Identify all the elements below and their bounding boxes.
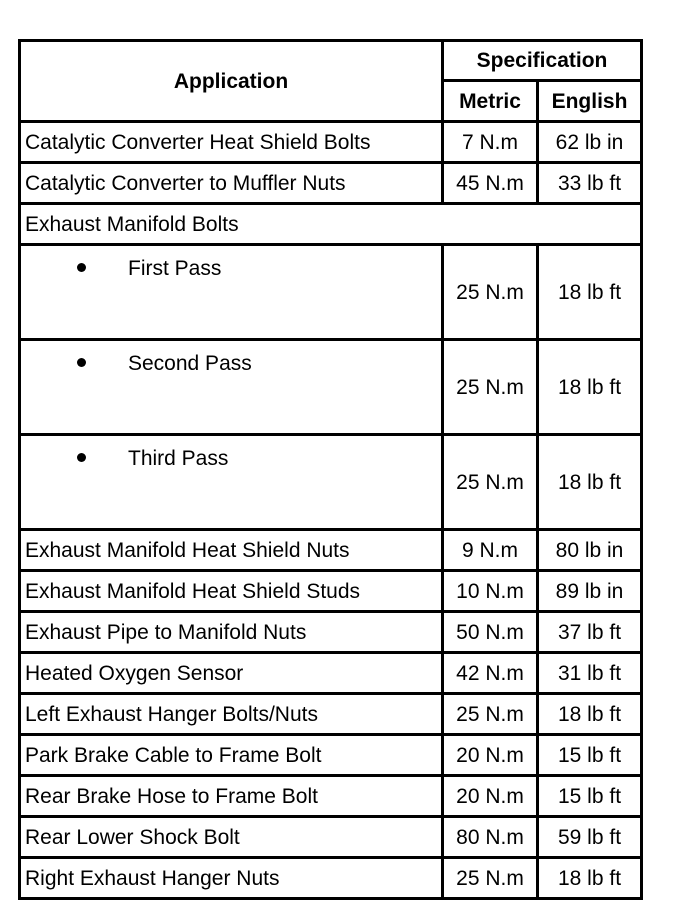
table-row-pass: [20, 435, 642, 530]
application-cell: Left Exhaust Hanger Bolts/Nuts: [20, 694, 443, 735]
metric-cell: 80 N.m: [443, 817, 538, 858]
english-cell: 59 lb ft: [538, 817, 642, 858]
table-row: [20, 735, 642, 776]
table-row: [20, 163, 642, 204]
metric-cell: 10 N.m: [443, 571, 538, 612]
english-cell: 18 lb ft: [538, 435, 642, 530]
table-row: [20, 694, 642, 735]
english-cell: 33 lb ft: [538, 163, 642, 204]
metric-cell: 25 N.m: [443, 340, 538, 435]
metric-cell: 9 N.m: [443, 530, 538, 571]
bullet-icon: [77, 453, 86, 462]
metric-cell: 50 N.m: [443, 612, 538, 653]
table-row-pass: [20, 245, 642, 340]
metric-header: Metric: [443, 81, 538, 122]
pass-label: First Pass: [128, 257, 222, 280]
application-cell: Rear Lower Shock Bolt: [20, 817, 443, 858]
english-cell: 31 lb ft: [538, 653, 642, 694]
metric-cell: 20 N.m: [443, 776, 538, 817]
specification-header: Specification: [443, 41, 642, 81]
pass-label: Second Pass: [128, 352, 252, 375]
table-row: [20, 817, 642, 858]
english-cell: 37 lb ft: [538, 612, 642, 653]
application-cell: Exhaust Manifold Heat Shield Nuts: [20, 530, 443, 571]
application-group-cell: Exhaust Manifold Bolts: [20, 204, 642, 245]
application-cell: [20, 435, 443, 530]
table-row: [20, 122, 642, 163]
table-row: [20, 776, 642, 817]
english-cell: 89 lb in: [538, 571, 642, 612]
application-cell: Exhaust Manifold Heat Shield Studs: [20, 571, 443, 612]
application-cell: [20, 340, 443, 435]
english-cell: 80 lb in: [538, 530, 642, 571]
torque-specification-table: [18, 39, 643, 900]
metric-cell: 45 N.m: [443, 163, 538, 204]
english-cell: 15 lb ft: [538, 776, 642, 817]
metric-cell: 20 N.m: [443, 735, 538, 776]
application-cell: Heated Oxygen Sensor: [20, 653, 443, 694]
bullet-icon: [77, 358, 86, 367]
table-row-group-heading: [20, 204, 642, 245]
english-cell: 18 lb ft: [538, 340, 642, 435]
application-cell: [20, 245, 443, 340]
application-cell: Right Exhaust Hanger Nuts: [20, 858, 443, 899]
metric-cell: 25 N.m: [443, 435, 538, 530]
metric-cell: 7 N.m: [443, 122, 538, 163]
table-row: [20, 571, 642, 612]
application-cell: Rear Brake Hose to Frame Bolt: [20, 776, 443, 817]
table-row: [20, 612, 642, 653]
table-row-pass: [20, 340, 642, 435]
metric-cell: 25 N.m: [443, 245, 538, 340]
application-cell: Catalytic Converter Heat Shield Bolts: [20, 122, 443, 163]
metric-cell: 42 N.m: [443, 653, 538, 694]
pass-label: Third Pass: [128, 447, 229, 470]
metric-cell: 25 N.m: [443, 858, 538, 899]
bullet-icon: [77, 263, 86, 272]
application-cell: Exhaust Pipe to Manifold Nuts: [20, 612, 443, 653]
application-cell: Park Brake Cable to Frame Bolt: [20, 735, 443, 776]
english-cell: 15 lb ft: [538, 735, 642, 776]
table-row: [20, 530, 642, 571]
metric-cell: 25 N.m: [443, 694, 538, 735]
table-row: [20, 653, 642, 694]
header-row: [20, 41, 642, 81]
application-cell: Catalytic Converter to Muffler Nuts: [20, 163, 443, 204]
english-cell: 18 lb ft: [538, 858, 642, 899]
english-cell: 18 lb ft: [538, 694, 642, 735]
application-header: Application: [20, 41, 443, 122]
table-row: [20, 858, 642, 899]
english-header: English: [538, 81, 642, 122]
english-cell: 18 lb ft: [538, 245, 642, 340]
english-cell: 62 lb in: [538, 122, 642, 163]
